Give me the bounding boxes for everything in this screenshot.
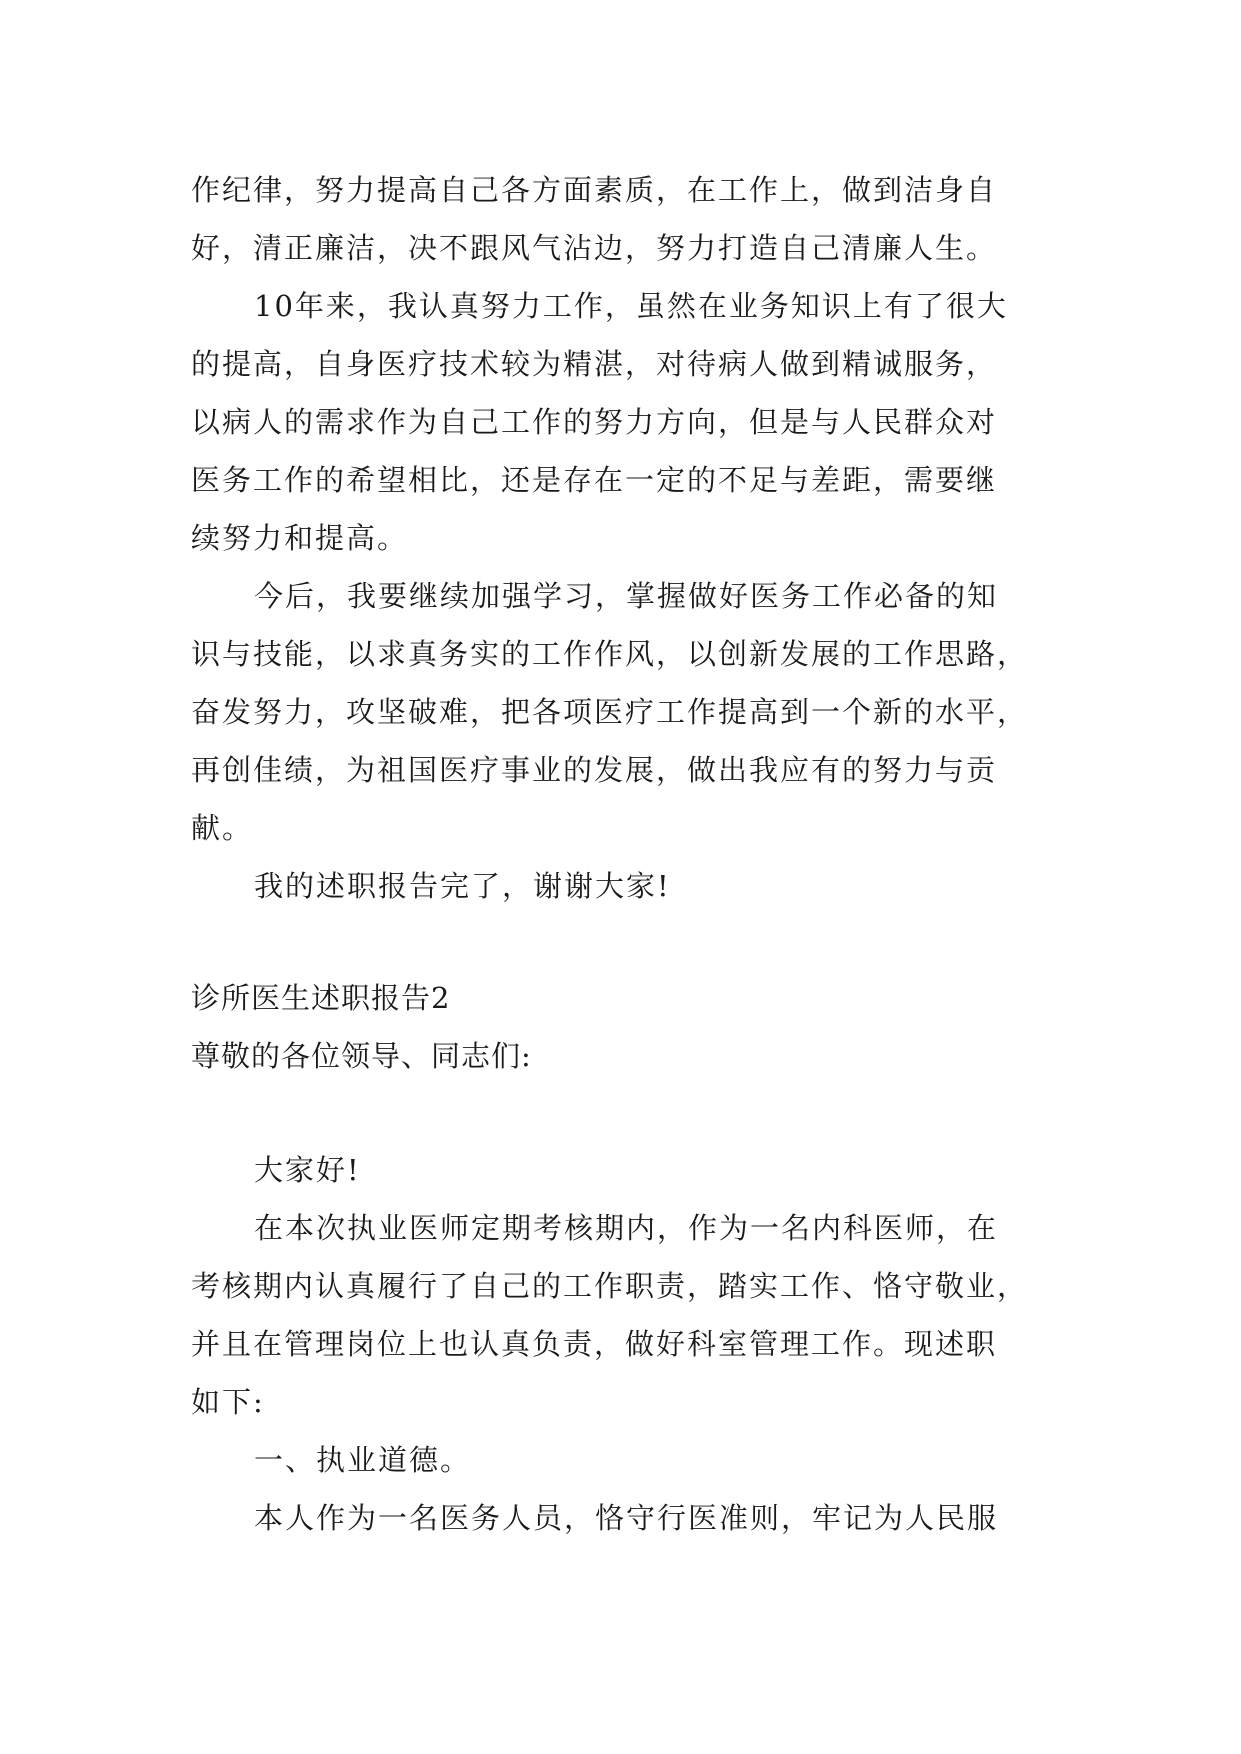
body-text-line: 医务工作的希望相比，还是存在一定的不足与差距，需要继 [191,463,998,497]
paragraph-first-line: 本人作为一名医务人员，恪守行医准则，牢记为人民服 [254,1501,999,1535]
body-text-line: 以病人的需求作为自己工作的努力方向，但是与人民群众对 [191,405,998,439]
salutation: 尊敬的各位领导、同志们: [191,1039,532,1073]
paragraph-first-line: 我的述职报告完了，谢谢大家! [254,869,671,903]
body-text-line: 并且在管理岗位上也认真负责，做好科室管理工作。现述职 [191,1327,998,1361]
body-text-line: 再创佳绩，为祖国医疗事业的发展，做出我应有的努力与贡 [191,753,998,787]
subsection-heading: 一、执业道德。 [254,1443,472,1477]
paragraph-first-line: 10年来，我认真努力工作，虽然在业务知识上有了很大 [254,289,1008,323]
body-text-line: 识与技能，以求真务实的工作作风，以创新发展的工作思路， [191,637,1029,671]
body-text-line: 献。 [191,811,254,845]
body-text-line: 作纪律，努力提高自己各方面素质，在工作上，做到洁身自 [191,173,998,207]
paragraph-first-line: 今后，我要继续加强学习，掌握做好医务工作必备的知 [254,579,999,613]
greeting: 大家好! [254,1153,361,1187]
body-text-line: 好，清正廉洁，决不跟风气沾边，努力打造自己清廉人生。 [191,231,998,265]
paragraph-first-line: 在本次执业医师定期考核期内，作为一名内科医师，在 [254,1211,999,1245]
body-text-line: 考核期内认真履行了自己的工作职责，踏实工作、恪守敬业， [191,1269,1029,1303]
body-text-line: 续努力和提高。 [191,521,409,555]
body-text-line: 如下: [191,1385,265,1419]
section-title: 诊所医生述职报告2 [191,981,451,1015]
body-text-line: 奋发努力，攻坚破难，把各项医疗工作提高到一个新的水平， [191,695,1029,729]
body-text-line: 的提高，自身医疗技术较为精湛，对待病人做到精诚服务， [191,347,998,381]
